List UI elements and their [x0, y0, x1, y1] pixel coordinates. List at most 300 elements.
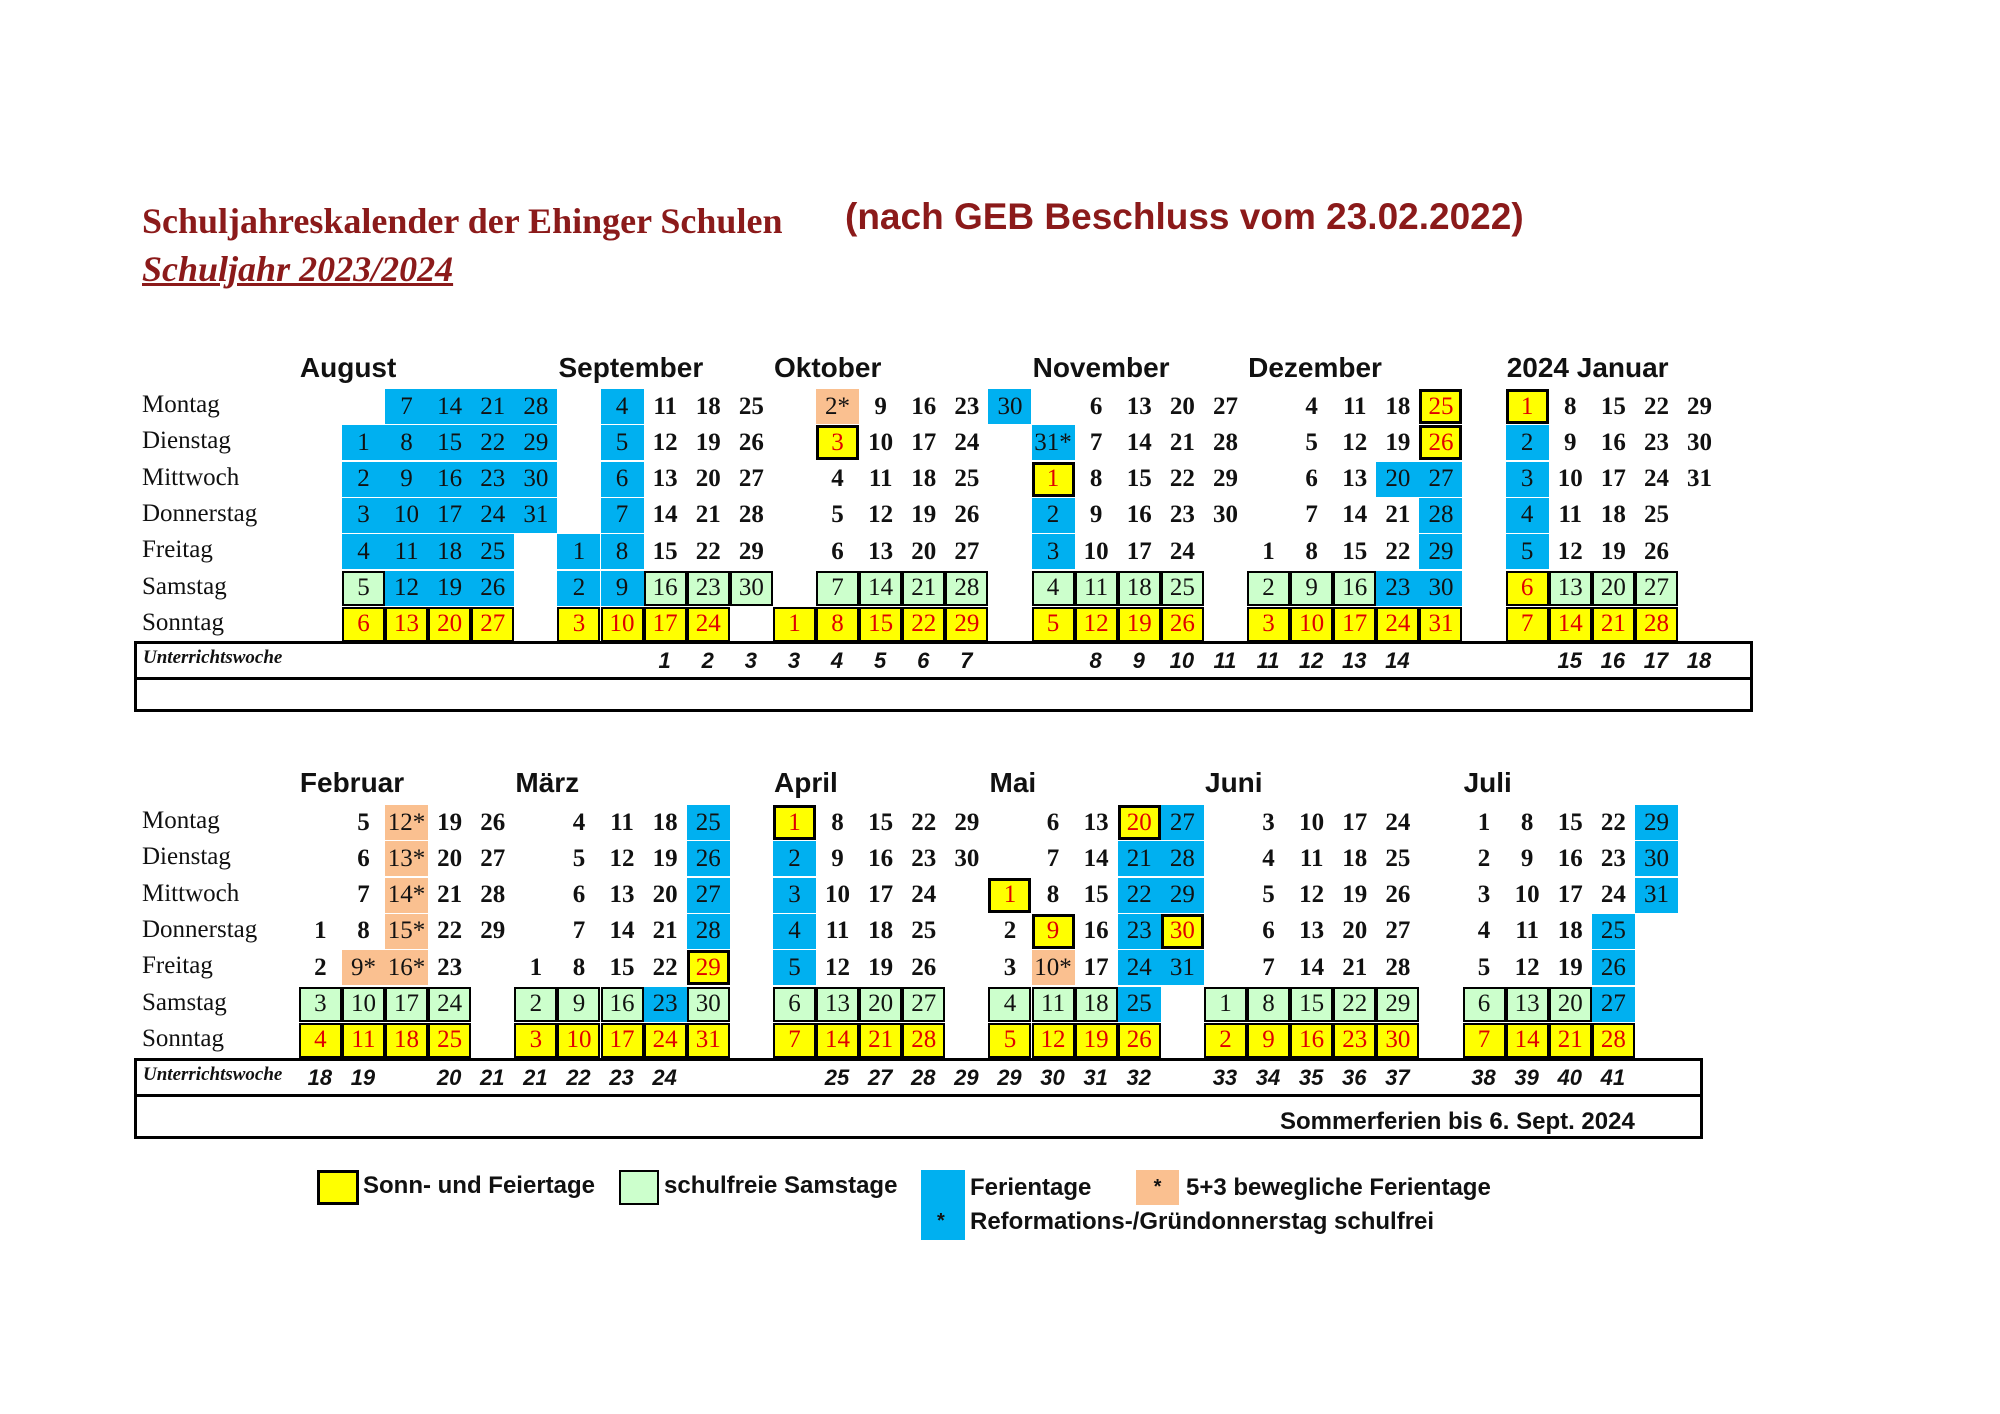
decision-note: (nach GEB Beschluss vom 23.02.2022) [845, 196, 1524, 237]
calendar-day: 6 [572, 881, 586, 909]
calendar-day: 4 [1032, 571, 1075, 606]
calendar-day: 7 [1305, 501, 1318, 529]
weekday-label-freitag: Freitag [142, 952, 213, 980]
calendar-day: 24 [911, 881, 937, 909]
calendar-day: 23 [471, 462, 514, 497]
school-week-number: 16 [1600, 648, 1626, 673]
calendar-day: 4 [299, 1023, 342, 1058]
calendar-day: 29 [945, 607, 988, 642]
month-header: Februar [299, 767, 405, 798]
calendar-day: 26 [954, 501, 980, 529]
calendar-day: 18 [385, 1023, 428, 1058]
calendar-day: 21 [1592, 607, 1635, 642]
month-header: Mai [989, 767, 1037, 798]
calendar-day: 2 [1247, 571, 1290, 606]
calendar-day: 5 [1477, 953, 1491, 981]
calendar-day: 10 [342, 987, 385, 1022]
calendar-day: 5 [1262, 881, 1275, 909]
school-week-number: 13 [1342, 648, 1367, 673]
calendar-day: 15* [385, 914, 428, 949]
calendar-day: 12 [1514, 953, 1540, 981]
calendar-day: 16 [1333, 571, 1376, 606]
calendar-day: 30 [1635, 841, 1678, 876]
calendar-day: 24 [1169, 537, 1195, 565]
calendar-day: 6 [1463, 987, 1506, 1022]
calendar-day: 7 [357, 881, 370, 909]
calendar-day: 9 [1032, 914, 1075, 949]
weekday-label-montag: Montag [142, 391, 220, 418]
calendar-day: 16 [868, 844, 894, 872]
calendar-day: 13 [1342, 465, 1368, 493]
calendar-day: 15 [1126, 465, 1152, 493]
calendar-day: 9 [601, 571, 644, 606]
school-week-number: 10 [1169, 648, 1195, 673]
month-header: September [558, 352, 704, 383]
calendar-day: 1 [342, 425, 385, 460]
calendar-day: 2 [1506, 425, 1549, 460]
calendar-day: 21 [902, 571, 945, 606]
calendar-day: 30 [988, 389, 1031, 424]
calendar-day: 7 [773, 1023, 816, 1058]
calendar-day: 15 [859, 607, 902, 642]
calendar-day: 15 [428, 425, 471, 460]
calendar-day: 2* [816, 389, 859, 424]
calendar-day: 29 [1161, 878, 1204, 913]
calendar-day: 31 [1161, 950, 1204, 985]
calendar-day: 1 [1262, 537, 1275, 565]
calendar-day: 20 [695, 465, 721, 493]
calendar-day: 26 [480, 808, 506, 836]
calendar-day: 27 [687, 878, 730, 913]
weekday-label-dienstag: Dienstag [142, 427, 231, 455]
school-week-number: 18 [307, 1065, 333, 1090]
calendar-day: 22 [1118, 878, 1161, 913]
calendar-day: 5 [1305, 428, 1318, 456]
calendar-day: 7 [1046, 844, 1060, 872]
calendar-day: 22 [652, 953, 678, 981]
calendar-day: 17 [428, 498, 471, 533]
weekday-label-freitag: Freitag [142, 536, 213, 564]
calendar-day: 12 [1075, 607, 1118, 642]
calendar-day: 19 [911, 501, 937, 529]
calendar-day: 11 [385, 534, 428, 569]
calendar-day: 6 [1089, 392, 1103, 420]
calendar-day: 12 [385, 571, 428, 606]
calendar-day: 1 [529, 953, 543, 981]
calendar-day: 8 [1046, 881, 1060, 909]
calendar-day: 12 [825, 953, 851, 981]
school-week-number: 29 [997, 1065, 1022, 1090]
calendar-day: 19 [695, 428, 721, 456]
calendar-day: 26 [1592, 950, 1635, 985]
calendar-day: 14 [859, 571, 902, 606]
legend-label-free-saturday: schulfreie Samstage [664, 1172, 898, 1199]
calendar-day: 11 [1558, 501, 1583, 529]
calendar-day: 16 [428, 462, 471, 497]
calendar-day: 12 [1557, 537, 1583, 565]
calendar-day: 3 [557, 607, 600, 642]
calendar-day: 5 [1506, 534, 1549, 569]
calendar-day: 15 [1557, 808, 1583, 836]
calendar-day: 17 [868, 881, 894, 909]
weekday-label-sonntag: Sonntag [142, 608, 224, 636]
calendar-day: 17 [911, 428, 937, 456]
calendar-day: 3 [299, 987, 342, 1022]
calendar-day: 12 [1299, 881, 1325, 909]
calendar-day: 24 [687, 607, 730, 642]
calendar-day: 20 [911, 537, 937, 565]
calendar-day: 22 [471, 425, 514, 460]
calendar-day: 29 [1212, 465, 1238, 493]
school-week-number: 19 [350, 1065, 376, 1090]
school-week-number: 5 [874, 648, 887, 673]
calendar-day: 19 [1557, 953, 1583, 981]
calendar-day: 13 [1126, 392, 1152, 420]
school-week-number: 14 [1385, 648, 1410, 673]
calendar-day: 16 [644, 571, 687, 606]
calendar-day: 28 [1419, 498, 1462, 533]
school-week-number: 3 [787, 648, 801, 673]
calendar-day: 24 [471, 498, 514, 533]
calendar-day: 7 [572, 917, 586, 945]
school-week-number: 3 [744, 648, 757, 673]
calendar-day: 13* [385, 841, 428, 876]
calendar-day: 28 [687, 914, 730, 949]
calendar-day: 28 [902, 1023, 945, 1058]
calendar-day: 8 [1089, 465, 1103, 493]
calendar-day: 28 [1161, 841, 1204, 876]
calendar-day: 5 [1032, 607, 1075, 642]
calendar-day: 21 [1118, 841, 1161, 876]
school-week-number: 18 [1686, 648, 1712, 673]
calendar-day: 15 [868, 808, 894, 836]
calendar-day: 2 [1477, 844, 1491, 872]
summer-holiday-note: Sommerferien bis 6. Sept. 2024 [1280, 1108, 1635, 1135]
calendar-day: 1 [1032, 462, 1075, 497]
month-header: 2024 Januar [1506, 352, 1669, 383]
calendar-day: 17 [1557, 881, 1583, 909]
calendar-day: 18 [1342, 844, 1368, 872]
calendar-day: 21 [1342, 953, 1368, 981]
calendar-day: 30 [1419, 571, 1462, 606]
calendar-day: 28 [480, 881, 506, 909]
calendar-day: 12 [1342, 428, 1368, 456]
calendar-day: 15 [1290, 987, 1333, 1022]
calendar-day: 5 [773, 950, 816, 985]
calendar-day: 1 [773, 805, 816, 840]
calendar-day: 22 [902, 607, 945, 642]
weekday-label-donnerstag: Donnerstag [142, 915, 258, 943]
calendar-day: 11 [1342, 392, 1367, 420]
calendar-day: 16 [1083, 917, 1109, 945]
calendar-day: 14 [609, 917, 635, 945]
calendar-day: 18 [1557, 917, 1583, 945]
calendar-day: 23 [954, 392, 980, 420]
month-header: Juli [1463, 767, 1512, 798]
calendar-day: 17 [1600, 465, 1626, 493]
calendar-day: 19 [1118, 607, 1161, 642]
school-week-divider [134, 1094, 1703, 1097]
calendar-day: 25 [1161, 571, 1204, 606]
calendar-day: 9 [1290, 571, 1333, 606]
calendar-day: 15 [652, 537, 678, 565]
calendar-day: 16 [1557, 844, 1583, 872]
calendar-day: 3 [342, 498, 385, 533]
school-week-number: 11 [1213, 648, 1237, 673]
calendar-day: 13 [652, 465, 678, 493]
weekday-label-mittwoch: Mittwoch [142, 879, 240, 907]
calendar-day: 27 [480, 844, 506, 872]
calendar-day: 17 [1083, 953, 1109, 981]
calendar-day: 27 [954, 537, 980, 565]
calendar-day: 15 [1083, 881, 1109, 909]
calendar-day: 8 [601, 534, 644, 569]
calendar-day: 2 [1204, 1023, 1247, 1058]
calendar-day: 19 [428, 571, 471, 606]
calendar-day: 22 [695, 537, 721, 565]
calendar-day: 9 [557, 987, 600, 1022]
calendar-day: 20 [428, 607, 471, 642]
calendar-day: 3 [1506, 462, 1549, 497]
calendar-day: 13 [1549, 571, 1592, 606]
calendar-day: 27 [1635, 571, 1678, 606]
school-week-number: 33 [1212, 1065, 1238, 1090]
calendar-day: 15 [609, 953, 635, 981]
calendar-day: 15 [1600, 392, 1626, 420]
calendar-day: 19 [437, 808, 463, 836]
calendar-day: 10 [557, 1023, 600, 1058]
calendar-day: 3 [514, 1023, 557, 1058]
calendar-day: 23 [911, 844, 937, 872]
school-week-number: 8 [1089, 648, 1102, 673]
calendar-day: 1 [557, 534, 600, 569]
school-week-number: 39 [1514, 1065, 1539, 1090]
calendar-day: 16* [385, 950, 428, 985]
school-week-number: 7 [960, 648, 973, 673]
calendar-day: 14 [1126, 428, 1152, 456]
legend-swatch-movable: * [1136, 1170, 1179, 1205]
calendar-day: 13 [868, 537, 894, 565]
calendar-day: 4 [988, 987, 1031, 1022]
calendar-day: 14 [816, 1023, 859, 1058]
calendar-day: 4 [1506, 498, 1549, 533]
calendar-day: 25 [1118, 987, 1161, 1022]
calendar-day: 19 [1385, 428, 1411, 456]
calendar-day: 27 [1592, 987, 1635, 1022]
legend-swatch-free-saturday [619, 1170, 659, 1205]
weekday-label-sonntag: Sonntag [142, 1024, 224, 1052]
calendar-day: 11 [1075, 571, 1118, 606]
school-week-number: 28 [911, 1065, 936, 1090]
calendar-day: 20 [1549, 987, 1592, 1022]
month-header: März [515, 767, 580, 798]
calendar-day: 23 [1643, 428, 1669, 456]
calendar-day: 10 [385, 498, 428, 533]
calendar-day: 23 [644, 987, 687, 1022]
calendar-day: 20 [1118, 805, 1161, 840]
calendar-day: 4 [601, 389, 644, 424]
calendar-day: 9 [1564, 428, 1577, 456]
calendar-day: 4 [342, 534, 385, 569]
calendar-day: 14* [385, 878, 428, 913]
calendar-day: 3 [1477, 881, 1491, 909]
calendar-day: 26 [1419, 425, 1462, 460]
calendar-day: 17 [601, 1023, 644, 1058]
calendar-day: 18 [1118, 571, 1161, 606]
calendar-day: 2 [1003, 917, 1017, 945]
calendar-day: 18 [652, 808, 678, 836]
calendar-day: 23 [437, 953, 463, 981]
calendar-day: 3 [1003, 953, 1017, 981]
calendar-day: 27 [1385, 917, 1411, 945]
calendar-day: 11 [1515, 917, 1539, 945]
calendar-day: 6 [831, 537, 844, 565]
calendar-day: 6 [1506, 571, 1549, 606]
calendar-day: 7 [816, 571, 859, 606]
calendar-day: 30 [514, 462, 557, 497]
calendar-day: 26 [1118, 1023, 1161, 1058]
school-week-number: 11 [1256, 648, 1280, 673]
calendar-day: 18 [1385, 392, 1411, 420]
school-week-number: 20 [436, 1065, 462, 1090]
school-week-number: 27 [867, 1065, 893, 1090]
calendar-day: 12 [652, 428, 678, 456]
calendar-day: 19 [1075, 1023, 1118, 1058]
calendar-day: 4 [1305, 392, 1318, 420]
calendar-day: 4 [1477, 917, 1491, 945]
calendar-day: 24 [1600, 881, 1626, 909]
calendar-day: 5 [831, 501, 844, 529]
school-week-number: 41 [1600, 1065, 1626, 1090]
calendar-day: 14 [1083, 844, 1109, 872]
calendar-day: 27 [902, 987, 945, 1022]
calendar-day: 11 [653, 392, 677, 420]
calendar-day: 27 [471, 607, 514, 642]
calendar-day: 30 [954, 844, 980, 872]
month-header: November [1032, 352, 1170, 383]
school-week-number: 37 [1385, 1065, 1410, 1090]
calendar-day: 6 [357, 844, 370, 872]
calendar-day: 11 [1299, 844, 1324, 872]
calendar-day: 16 [911, 392, 937, 420]
calendar-day: 31 [514, 498, 557, 533]
school-year-title: Schuljahr 2023/2024 [142, 249, 454, 289]
school-week-number: 30 [1040, 1065, 1065, 1090]
calendar-day: 5 [342, 571, 385, 606]
calendar-day: 25 [428, 1023, 471, 1058]
calendar-day: 7 [385, 389, 428, 424]
calendar-day: 10 [868, 428, 894, 456]
calendar-day: 29 [480, 917, 506, 945]
calendar-day: 23 [1600, 844, 1626, 872]
calendar-day: 13 [1299, 917, 1325, 945]
calendar-day: 9 [385, 462, 428, 497]
calendar-day: 24 [1118, 950, 1161, 985]
weekday-label-mittwoch: Mittwoch [142, 463, 240, 491]
calendar-day: 22 [1643, 392, 1669, 420]
calendar-day: 27 [1419, 462, 1462, 497]
calendar-day: 3 [773, 878, 816, 913]
calendar-day: 3 [816, 425, 859, 460]
calendar-day: 12 [868, 501, 894, 529]
calendar-day: 6 [1262, 917, 1275, 945]
calendar-day: 25 [1643, 501, 1669, 529]
calendar-day: 8 [572, 953, 586, 981]
calendar-day: 15 [1342, 537, 1368, 565]
school-week-number: 25 [824, 1065, 850, 1090]
calendar-day: 1 [988, 878, 1031, 913]
calendar-day: 17 [385, 987, 428, 1022]
calendar-day: 8 [385, 425, 428, 460]
calendar-day: 24 [644, 1023, 687, 1058]
calendar-day: 18 [1075, 987, 1118, 1022]
calendar-day: 10 [1083, 537, 1109, 565]
school-week-number: 1 [658, 648, 671, 673]
calendar-day: 26 [471, 571, 514, 606]
month-header: Oktober [774, 352, 882, 383]
school-week-number: 40 [1557, 1065, 1582, 1090]
calendar-day: 20 [437, 844, 463, 872]
calendar-day: 25 [911, 917, 937, 945]
calendar-day: 20 [1376, 462, 1419, 497]
calendar-day: 2 [514, 987, 557, 1022]
calendar-day: 25 [1385, 844, 1411, 872]
calendar-day: 29 [954, 808, 980, 836]
calendar-day: 25 [1419, 389, 1462, 424]
calendar-day: 14 [1549, 607, 1592, 642]
calendar-day: 13 [816, 987, 859, 1022]
calendar-day: 25 [738, 392, 764, 420]
weekday-label-samstag: Samstag [142, 572, 227, 600]
calendar-day: 28 [1212, 428, 1238, 456]
calendar-day: 16 [1290, 1023, 1333, 1058]
calendar-day: 5 [988, 1023, 1031, 1058]
calendar-day: 22 [1333, 987, 1376, 1022]
calendar-day: 20 [652, 881, 678, 909]
calendar-day: 10 [1557, 465, 1583, 493]
calendar-day: 29 [1635, 805, 1678, 840]
calendar-day: 13 [1083, 808, 1109, 836]
calendar-day: 12 [609, 844, 635, 872]
school-week-number: 24 [652, 1065, 677, 1090]
calendar-day: 14 [1342, 501, 1368, 529]
calendar-day: 4 [572, 808, 586, 836]
legend-label-movable: 5+3 bewegliche Ferientage [1186, 1174, 1491, 1201]
calendar-day: 8 [1305, 537, 1318, 565]
school-week-number: 38 [1471, 1065, 1496, 1090]
calendar-day: 31 [1419, 607, 1462, 642]
calendar-day: 5 [572, 844, 586, 872]
calendar-day: 16 [1600, 428, 1626, 456]
calendar-day: 28 [738, 501, 764, 529]
legend-label-reformation: Reformations-/Gründonnerstag schulfrei [970, 1208, 1435, 1235]
calendar-day: 30 [1212, 501, 1238, 529]
calendar-day: 20 [1592, 571, 1635, 606]
school-week-number: 9 [1132, 648, 1145, 673]
calendar-day: 1 [1204, 987, 1247, 1022]
calendar-day: 19 [1342, 881, 1368, 909]
calendar-day: 29 [1376, 987, 1419, 1022]
calendar-day: 29 [738, 537, 764, 565]
calendar-day: 2 [314, 953, 327, 981]
school-week-number: 22 [566, 1065, 591, 1090]
calendar-day: 9 [1089, 501, 1103, 529]
calendar-day: 8 [1564, 392, 1577, 420]
calendar-day: 19 [652, 844, 678, 872]
calendar-day: 29 [1687, 392, 1713, 420]
calendar-day: 3 [1032, 534, 1075, 569]
calendar-day: 23 [1118, 914, 1161, 949]
